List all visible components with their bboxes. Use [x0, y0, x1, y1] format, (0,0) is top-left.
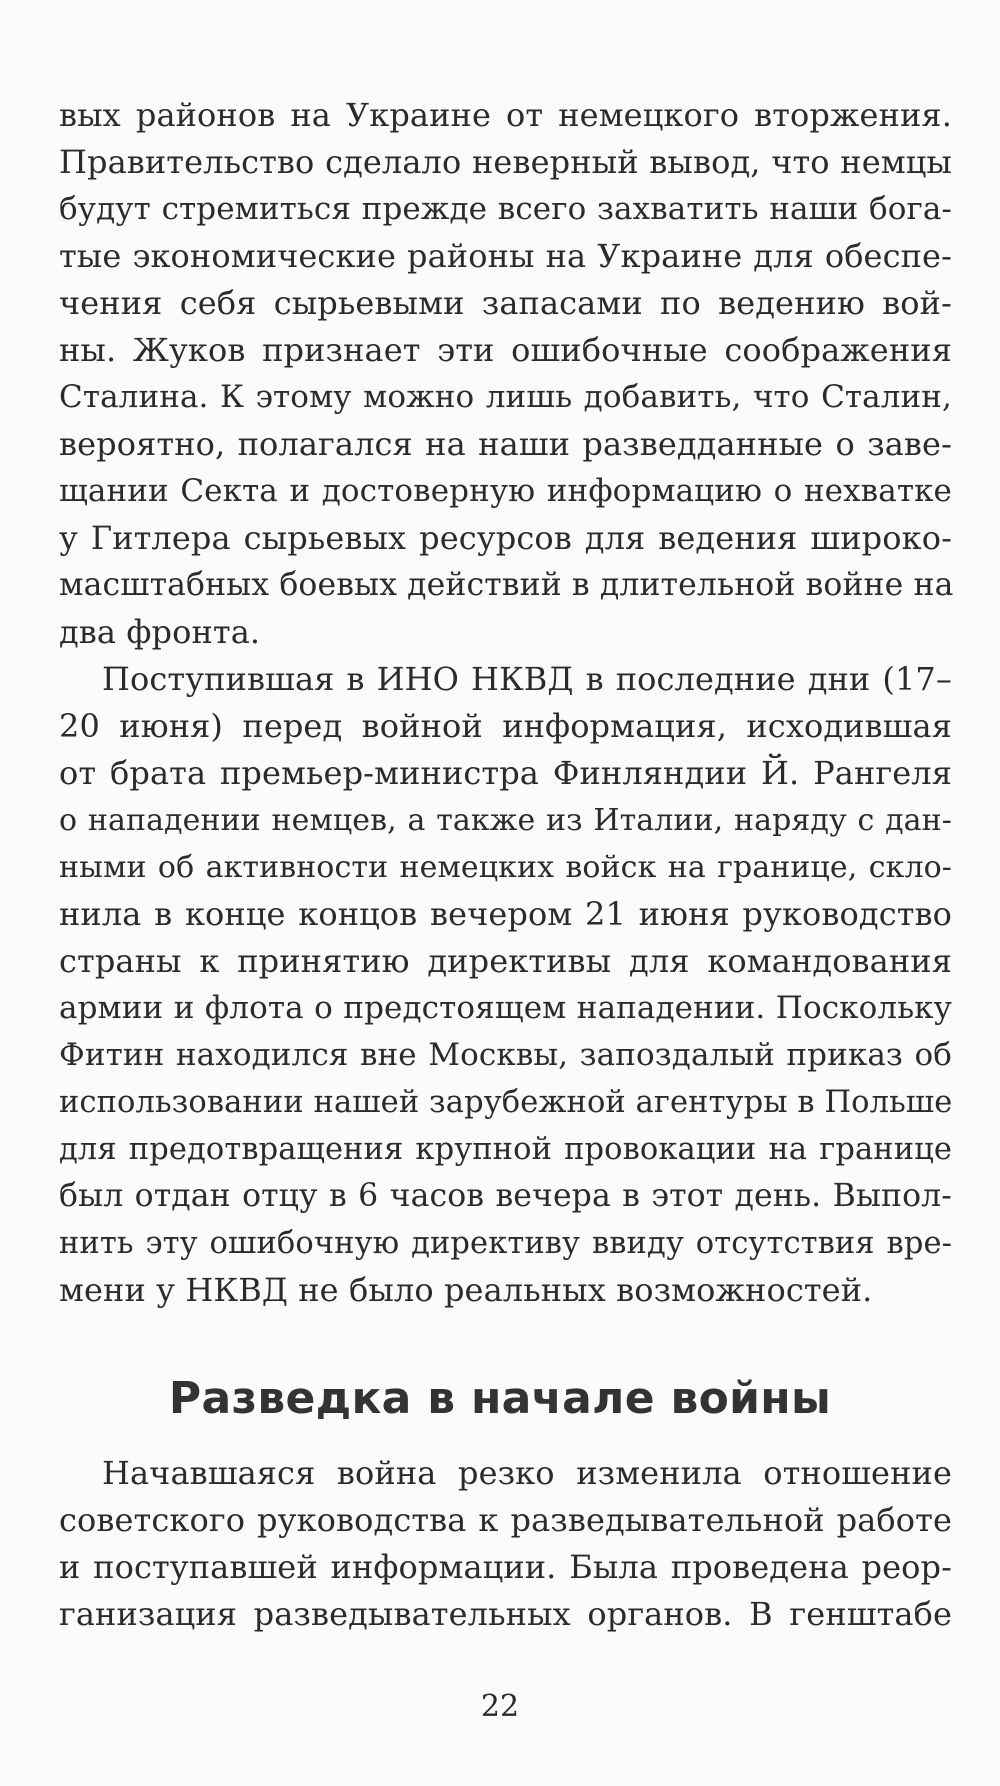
text-line: советского руководства к разведывательной работе — [59, 1501, 952, 1539]
text-line: Начавшаяся война резко изменила отношение — [102, 1454, 952, 1492]
text-line: тые экономические районы на Украине для обеспе- — [59, 237, 952, 275]
text-line: Фитин находился вне Москвы, запоздалый приказ об — [59, 1037, 952, 1073]
text-line: у Гитлера сырьевых ресурсов для ведения широко- — [59, 519, 952, 557]
text-line: о нападении немцев, а также из Италии, наряду с дан- — [59, 803, 952, 838]
text-line: ганизация разведывательных органов. В генштабе — [59, 1595, 952, 1633]
text-line: ными об активности немецких войск на границе, скло- — [59, 850, 952, 885]
text-line: два фронта. — [59, 613, 261, 651]
text-line: щании Секта и достоверную информацию о нехватке — [59, 473, 952, 509]
text-line: для предотвращения крупной провокации на границе — [59, 1132, 952, 1167]
text-line: нить эту ошибочную директиву ввиду отсутствия вре- — [59, 1226, 952, 1261]
text-line: использовании нашей зарубежной агентуры в Польше — [59, 1085, 953, 1120]
text-line: и поступавшей информации. Была проведена реор- — [59, 1548, 952, 1586]
text-line: масштабных боевых действий в длительной войне на — [59, 567, 954, 603]
text-line: страны к принятию директивы для командования — [59, 942, 952, 980]
text-line: вероятно, полагался на наши разведданные о заве- — [59, 425, 952, 463]
text-line: Правительство сделало неверный вывод, что немцы — [59, 143, 952, 181]
text-line: ны. Жуков признает эти ошибочные соображения — [59, 331, 952, 369]
text-line: 20 июня) перед войной информация, исходившая — [59, 707, 952, 745]
text-line: от брата премьер-министра Финляндии Й. Рангеля — [59, 754, 952, 792]
text-line: Поступившая в ИНО НКВД в последние дни (17– — [102, 660, 952, 698]
text-line: армии и флота о предстоящем нападении. Поскольку — [59, 990, 952, 1026]
text-line: будут стремиться прежде всего захватить наши бога- — [59, 191, 952, 227]
text-line: нила в конце концов вечером 21 июня руководство — [59, 895, 952, 933]
text-line: был отдан отцу в 6 часов вечера в этот день. Выпол- — [59, 1178, 952, 1214]
section-heading: Разведка в начале войны — [168, 1373, 832, 1424]
text-line: мени у НКВД не было реальных возможностей. — [59, 1271, 873, 1309]
text-line: чения себя сырьевыми запасами по ведению вой- — [59, 284, 952, 322]
text-line: вых районов на Украине от немецкого вторжения. — [59, 96, 952, 134]
text-line: Сталина. К этому можно лишь добавить, что Сталин, — [59, 379, 952, 415]
page-number: 22 — [480, 1689, 520, 1724]
